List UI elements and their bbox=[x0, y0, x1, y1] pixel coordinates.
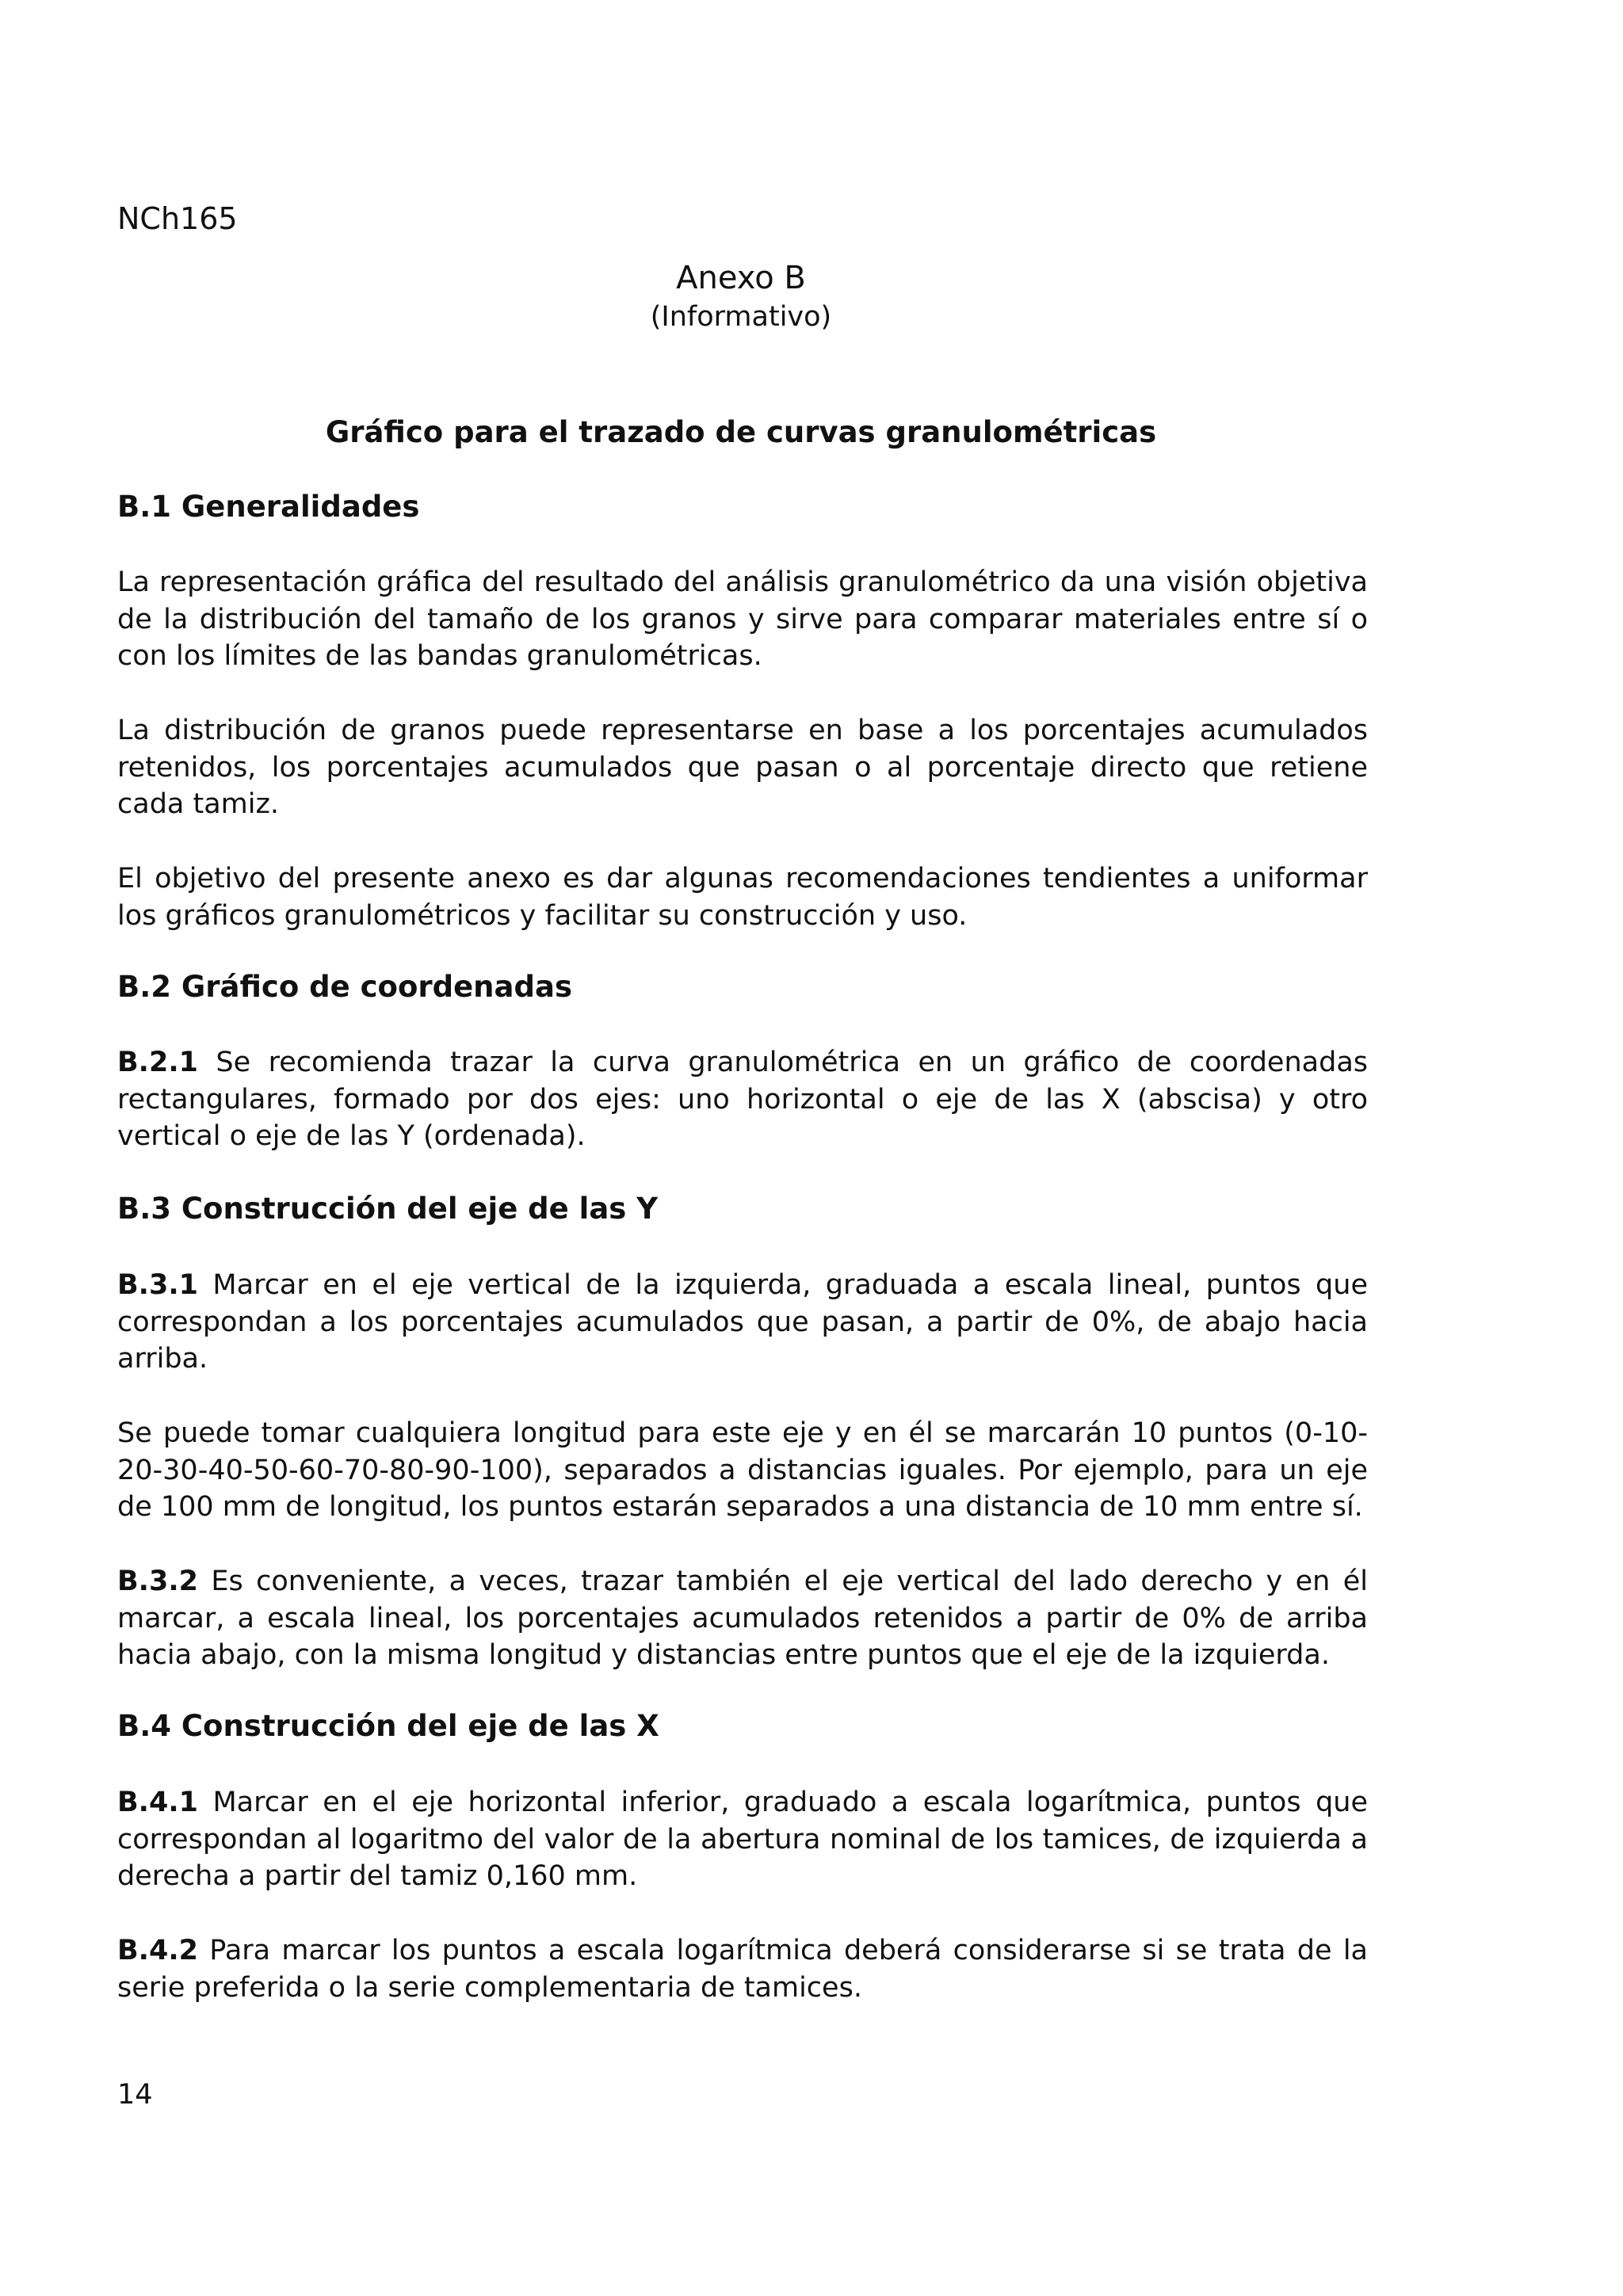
clause-number: B.4.2 bbox=[117, 1935, 198, 1966]
paragraph-b1-3: El objetivo del presente anexo es dar algunas recomendaciones tendientes a uniformar los gráficos granulométricos y facilitar su construcción y uso. bbox=[117, 863, 1368, 932]
clause-number: B.2.1 bbox=[117, 1047, 198, 1078]
section-heading-b1: B.1 Generalidades bbox=[117, 490, 420, 524]
clause-text: Se recomienda trazar la curva granulométrica en un gráfico de coordenadas rectangulares, formado por dos ejes: uno horizontal o eje de las X (abscisa) y otro vertical o eje de las Y (ordenada). bbox=[117, 1047, 1368, 1152]
clause-text: Marcar en el eje horizontal inferior, graduado a escala logarítmica, puntos que correspondan al logaritmo del valor de la abertura nominal de los tamices, de izquierda a derecha a partir del tamiz 0,160 mm. bbox=[117, 1787, 1368, 1892]
clause-b4-1 bbox=[117, 1784, 1368, 1895]
section-heading-b3: B.3 Construcción del eje de las Y bbox=[117, 1192, 658, 1226]
annex-document-title: Gráfico para el trazado de curvas granulométricas bbox=[325, 415, 1157, 449]
clause-b3-2 bbox=[117, 1563, 1368, 1674]
paragraph-b1-1: La representación gráfica del resultado del análisis granulométrico da una visión objetiva de la distribución del tamaño de los granos y sirve para comparar materiales entre sí o con los límites de las bandas granulométricas. bbox=[117, 566, 1368, 672]
page-number: 14 bbox=[117, 2079, 153, 2111]
clause-text: Para marcar los puntos a escala logarítmica deberá considerarse si se trata de la serie preferida o la serie complementaria de tamices. bbox=[117, 1935, 1368, 2004]
annex-title: Anexo B bbox=[676, 260, 806, 296]
annex-subtitle: (Informativo) bbox=[650, 301, 832, 333]
clause-b3-1 bbox=[117, 1267, 1368, 1378]
section-heading-b2: B.2 Gráfico de coordenadas bbox=[117, 970, 572, 1004]
paragraph-b1-2: La distribución de granos puede representarse en base a los porcentajes acumulados retenidos, los porcentajes acumulados que pasan o al porcentaje directo que retiene cada tamiz. bbox=[117, 715, 1368, 820]
clause-b4-2 bbox=[117, 1932, 1368, 2006]
document-code: NCh165 bbox=[117, 201, 238, 236]
clause-text: Marcar en el eje vertical de la izquierda, graduada a escala lineal, puntos que correspondan a los porcentajes acumulados que pasan, a partir de 0%, de abajo hacia arriba. bbox=[117, 1269, 1368, 1375]
section-heading-b4: B.4 Construcción del eje de las X bbox=[117, 1709, 659, 1743]
clause-number: B.4.1 bbox=[117, 1787, 198, 1818]
clause-number: B.3.1 bbox=[117, 1269, 198, 1301]
clause-b2-1 bbox=[117, 1044, 1368, 1155]
clause-number: B.3.2 bbox=[117, 1566, 198, 1597]
paragraph-b3-2: Se puede tomar cualquiera longitud para este eje y en él se marcarán 10 puntos (0-10-20-30-40-50-60-70-80-90-100), separados a distancias iguales. Por ejemplo, para un eje de 100 mm de longitud, los puntos estarán separados a una distancia de 10 mm entre sí. bbox=[117, 1417, 1368, 1523]
clause-text: Es conveniente, a veces, trazar también el eje vertical del lado derecho y en él marcar, a escala lineal, los porcentajes acumulados retenidos a partir de 0% de arriba hacia abajo, con la misma longitud y distancias entre puntos que el eje de la izquierda. bbox=[117, 1566, 1368, 1671]
